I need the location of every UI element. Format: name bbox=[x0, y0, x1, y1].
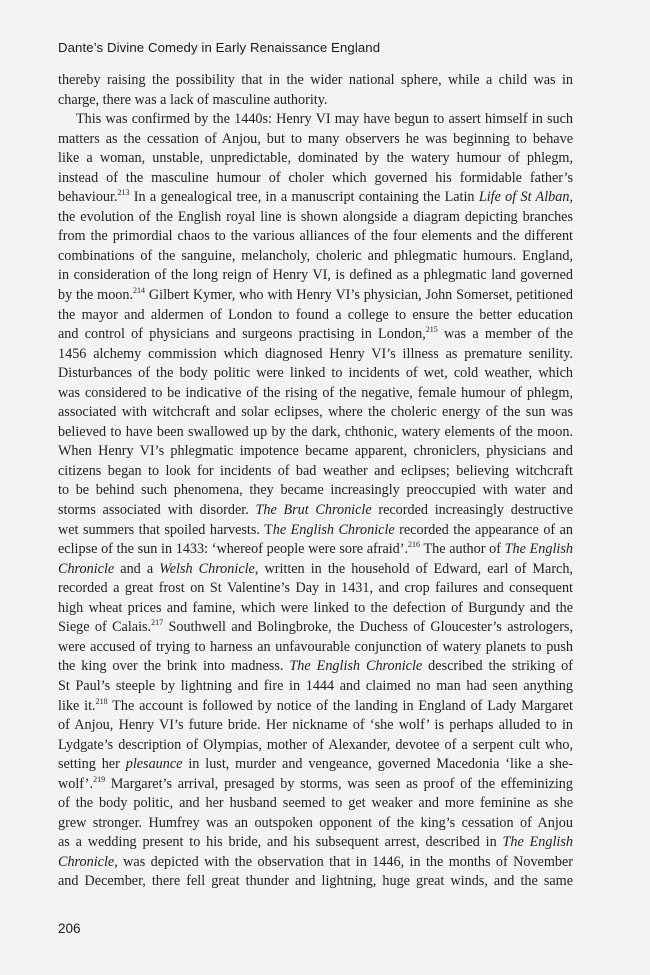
text-segment: matters as the cessation of Anjou, but to many observers he was beginning to behave bbox=[58, 130, 573, 147]
italic-title: Chronicle bbox=[58, 853, 115, 870]
text-segment: by the moon. bbox=[58, 287, 134, 304]
text-segment: like a woman, unstable, unpredictable, dominated by the watery humour of phlegm, bbox=[58, 150, 573, 167]
text-segment: , bbox=[569, 189, 573, 206]
text-segment: 1456 alchemy commission which diagnosed Henry VI’s illness as premature senility. bbox=[58, 345, 573, 362]
text-segment: was a member of the bbox=[437, 326, 574, 343]
text-segment: setting her bbox=[58, 756, 126, 773]
text-segment: like it. bbox=[58, 697, 96, 714]
footnote-marker: 213 bbox=[117, 188, 130, 198]
text-segment: in consideration of the long reign of Henry VI, is defined as a phlegmatic land governed bbox=[58, 267, 573, 284]
footnote-marker: 218 bbox=[95, 696, 108, 706]
text-segment: the evolution of the English royal line is shown alongside a diagram depicting branches bbox=[58, 208, 573, 225]
text-segment: In a genealogical tree, in a manuscript containing the Latin bbox=[129, 189, 479, 206]
text-segment: of the body politic, and her husband seemed to get weaker and more feminine as she bbox=[58, 795, 573, 812]
text-segment: behaviour. bbox=[58, 189, 118, 206]
italic-title: The English bbox=[502, 834, 573, 851]
text-segment: to be behind such phenomena, they became increasingly preoccupied with water and bbox=[58, 482, 573, 499]
text-line bbox=[58, 325, 573, 345]
text-segment: Southwell and Bolingbroke, the Duchess of Gloucester’s astrologers, bbox=[163, 619, 573, 636]
text-line bbox=[58, 286, 573, 306]
text-line bbox=[58, 755, 573, 775]
text-segment: , was depicted with the observation that in 1446, in the months of November bbox=[114, 853, 573, 870]
text-line bbox=[58, 540, 573, 560]
text-segment: citizens began to look for incidents of bad weather and eclipses; believing witchcraft bbox=[58, 462, 573, 479]
footnote-marker: 219 bbox=[93, 774, 106, 784]
text-line bbox=[58, 579, 573, 599]
text-segment: When Henry VI’s phlegmatic impotence became apparent, chroniclers, physicians and bbox=[58, 443, 573, 460]
text-segment: from the primordial chaos to the various alliances of the four elements and the different bbox=[58, 228, 573, 245]
text-segment: eclipse of the sun in 1433: ‘whereof people were sore afraid’. bbox=[58, 541, 409, 558]
footnote-marker: 214 bbox=[133, 286, 146, 296]
italic-title: The English Chronicle bbox=[289, 658, 423, 675]
text-segment: high wheat prices and famine, which were linked to the defection of Burgundy and the bbox=[58, 599, 573, 616]
text-line bbox=[58, 657, 573, 677]
italic-title: plesaunce bbox=[125, 756, 183, 773]
text-line bbox=[58, 560, 573, 580]
text-line bbox=[58, 384, 573, 404]
italic-title: Chronicle bbox=[58, 560, 115, 577]
text-segment: the mayor and aldermen of London to found a college to ensure the better education bbox=[58, 306, 573, 323]
text-segment: , written in the household of Edward, earl of March, bbox=[254, 560, 573, 577]
text-segment: charge, there was a lack of masculine authority. bbox=[58, 91, 328, 108]
text-segment: was considered to be indicative of the rising of the negative, female humour of phlegm, bbox=[58, 384, 573, 401]
text-segment: believed to have been swallowed up by the dark, chthonic, watery elements of the moon. bbox=[58, 423, 573, 440]
text-segment: The account is followed by notice of the landing in England of Lady Margaret bbox=[107, 697, 573, 714]
text-line bbox=[58, 833, 573, 853]
text-line bbox=[58, 814, 573, 834]
text-segment: and control of physicians and surgeons practising in London, bbox=[58, 326, 426, 343]
text-segment: and December, there fell great thunder and lightning, huge great winds, and the same bbox=[58, 873, 573, 890]
italic-title: The Brut Chronicle bbox=[255, 502, 372, 519]
italic-title: Life of St Alban bbox=[478, 189, 570, 206]
text-line bbox=[58, 247, 573, 267]
text-line bbox=[58, 71, 573, 91]
text-line bbox=[58, 423, 573, 443]
text-line bbox=[58, 266, 573, 286]
text-segment: instead of the masculine humour of choler which governed his formidable father’s bbox=[58, 169, 573, 186]
italic-title: The English bbox=[504, 541, 573, 558]
text-segment: wolf’. bbox=[58, 775, 94, 792]
text-segment: storms associated with disorder. bbox=[58, 502, 256, 519]
text-line bbox=[58, 638, 573, 658]
text-line bbox=[58, 794, 573, 814]
footnote-marker: 215 bbox=[425, 325, 438, 335]
text-line bbox=[58, 736, 573, 756]
text-segment: Lydgate’s description of Olympias, mother of Alexander, devotee of a serpent cult who, bbox=[58, 736, 573, 753]
footnote-marker: 216 bbox=[408, 540, 421, 550]
text-segment: wet summers that spoiled harvests. T bbox=[58, 521, 273, 538]
text-line bbox=[58, 345, 573, 365]
text-segment: Margaret’s arrival, presaged by storms, was seen as proof of the effeminizing bbox=[105, 775, 573, 792]
text-line bbox=[58, 853, 573, 873]
text-line bbox=[58, 775, 573, 795]
text-line bbox=[58, 364, 573, 384]
running-head: Dante’s Divine Comedy in Early Renaissance England bbox=[58, 40, 381, 55]
text-segment: as a wedding present to his bride, and his subsequent arrest, described in bbox=[58, 834, 503, 851]
text-segment: in lust, murder and vengeance, governed Macedonia ‘like a she- bbox=[182, 756, 573, 773]
text-segment: This was confirmed by the 1440s: Henry VI may have begun to assert himself in such bbox=[76, 111, 573, 128]
text-segment: thereby raising the possibility that in the wider national sphere, while a child was in bbox=[58, 72, 573, 88]
text-line bbox=[58, 481, 573, 501]
text-segment: associated with witchcraft and solar eclipses, where the choleric energy of the sun was bbox=[58, 404, 573, 421]
italic-title: he English Chronicle bbox=[272, 521, 395, 538]
text-segment: were accused of trying to harness an unfavourable conjunction of watery planets to push bbox=[58, 638, 573, 655]
text-line bbox=[58, 697, 573, 717]
body-text bbox=[58, 71, 573, 892]
text-segment: grew stronger. Humfrey was an outspoken opponent of the king’s cessation of Anjou bbox=[58, 814, 573, 831]
text-line bbox=[58, 208, 573, 228]
text-line bbox=[58, 306, 573, 326]
text-segment: Disturbances of the body politic were linked to incidents of wet, cold weather, which bbox=[58, 365, 573, 382]
text-segment: Siege of Calais. bbox=[58, 619, 152, 636]
text-segment: and a bbox=[114, 560, 160, 577]
italic-title: Welsh Chronicle bbox=[159, 560, 255, 577]
text-segment: the king over the brink into madness. bbox=[58, 658, 290, 675]
text-line bbox=[58, 599, 573, 619]
text-segment: Gilbert Kymer, who with Henry VI’s physician, John Somerset, petitioned bbox=[145, 287, 573, 304]
text-segment: combinations of the sanguine, melancholy, choleric and phlegmatic humours. England, bbox=[58, 247, 573, 264]
text-line bbox=[58, 110, 573, 130]
text-segment: recorded a great frost on St Valentine’s Day in 1431, and crop failures and consequent bbox=[58, 580, 573, 597]
text-line bbox=[58, 872, 573, 892]
text-segment: recorded the appearance of an bbox=[394, 521, 573, 538]
text-line bbox=[58, 716, 573, 736]
text-segment: described the striking of bbox=[422, 658, 573, 675]
text-line bbox=[58, 442, 573, 462]
text-line bbox=[58, 227, 573, 247]
text-line bbox=[58, 677, 573, 697]
text-line bbox=[58, 149, 573, 169]
text-segment: St Paul’s steeple by lightning and fire in 1444 and claimed no man had seen anything bbox=[58, 677, 573, 694]
text-line bbox=[58, 501, 573, 521]
text-segment: of Anjou, Henry VI’s future bride. Her nickname of ‘she wolf’ is perhaps alluded to in bbox=[58, 717, 573, 734]
text-line bbox=[58, 130, 573, 150]
text-line bbox=[58, 403, 573, 423]
text-line bbox=[58, 91, 573, 111]
text-segment: The author of bbox=[420, 541, 505, 558]
text-line bbox=[58, 188, 573, 208]
text-segment: recorded increasingly destructive bbox=[371, 502, 573, 519]
text-line bbox=[58, 169, 573, 189]
text-line bbox=[58, 618, 573, 638]
text-line bbox=[58, 521, 573, 541]
text-line bbox=[58, 462, 573, 482]
page-number: 206 bbox=[58, 921, 81, 936]
footnote-marker: 217 bbox=[151, 618, 164, 628]
